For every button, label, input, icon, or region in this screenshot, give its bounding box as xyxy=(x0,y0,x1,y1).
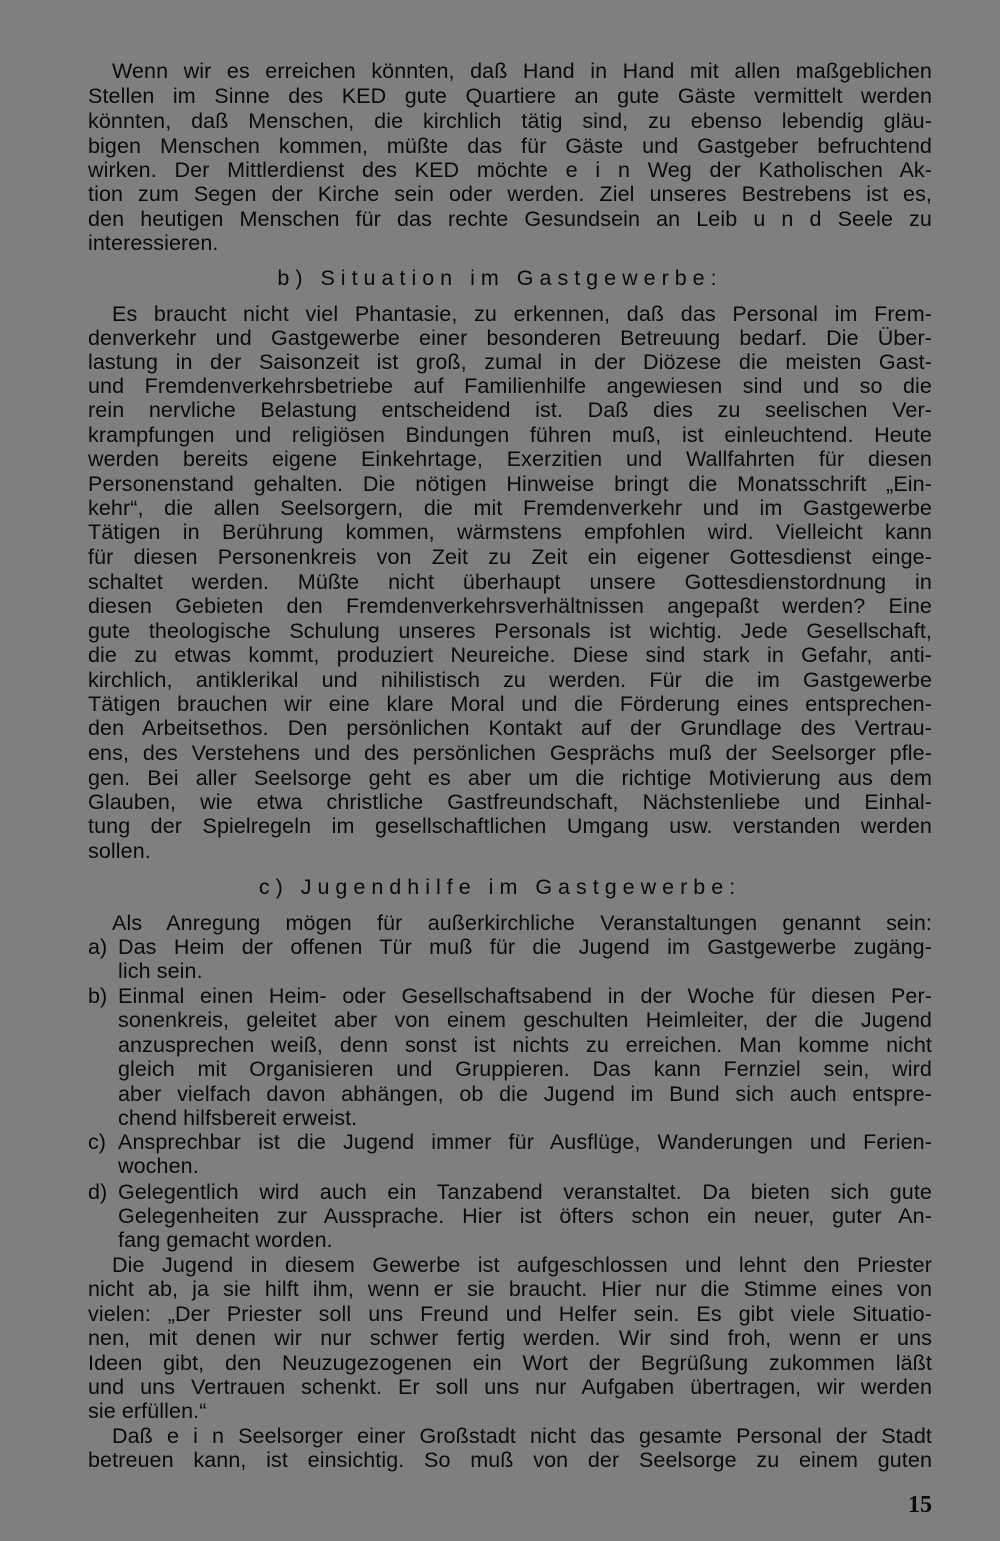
text-line: Daß e i n Seelsorger einer Großstadt nicht das gesamte Personal der Stadt xyxy=(112,1424,932,1448)
text-line: Das Heim der offenen Tür muß für die Jugend im Gastgewerbe zugäng- xyxy=(118,935,932,959)
text-line: fang gemacht worden. xyxy=(118,1228,333,1252)
text-line: vielen: „Der Priester soll uns Freund und Helfer sein. Es gibt viele Situatio- xyxy=(88,1302,932,1326)
text-line: Ansprechbar ist die Jugend immer für Ausflüge, Wanderungen und Ferien- xyxy=(118,1130,932,1154)
text-line: sonenkreis, geleitet aber von einem geschulten Heimleiter, der die Jugend xyxy=(118,1008,932,1032)
text-line: krampfungen und religiösen Bindungen führen muß, ist einleuchtend. Heute xyxy=(88,423,932,447)
text-line: gute theologische Schulung unseres Personals ist wichtig. Jede Gesellschaft, xyxy=(88,619,932,643)
text-line: und uns Vertrauen schenkt. Er soll uns nur Aufgaben übertragen, wir werden xyxy=(88,1375,932,1399)
text-line: für diesen Personenkreis von Zeit zu Zeit ein eigener Gottesdienst einge- xyxy=(88,545,932,569)
text-line: Gelegentlich wird auch ein Tanzabend veranstaltet. Da bieten sich gute xyxy=(118,1180,932,1204)
text-line: tion zum Segen der Kirche sein oder werden. Ziel unseres Bestrebens ist es, xyxy=(88,182,932,206)
page-number: 15 xyxy=(908,1492,932,1518)
text-line: gleich mit Organisieren und Gruppieren. Das kann Fernziel sein, wird xyxy=(118,1057,932,1081)
list-label: a) xyxy=(88,935,108,959)
list-label: d) xyxy=(88,1180,108,1204)
text-line: betreuen kann, ist einsichtig. So muß von der Seelsorge zu einem guten xyxy=(88,1448,932,1472)
text-line: interessieren. xyxy=(88,231,219,255)
text-line: Einmal einen Heim- oder Gesellschaftsabend in der Woche für diesen Per- xyxy=(118,984,932,1008)
text-line: aber vielfach davon abhängen, ob die Jugend im Bund sich auch entspre- xyxy=(118,1082,932,1106)
text-line: gen. Bei aller Seelsorge geht es aber um die richtige Motivierung aus dem xyxy=(88,766,932,790)
text-line: kirchlich, antiklerikal und nihilistisch zu werden. Für die im Gastgewerbe xyxy=(88,668,932,692)
section-heading-b: b) Situation im Gastgewerbe: xyxy=(277,266,723,290)
text-line: könnten, daß Menschen, die kirchlich tätig sind, zu ebenso lebendig gläu- xyxy=(88,109,932,133)
text-line: Personenstand gehalten. Die nötigen Hinweise bringt die Monatsschrift „Ein- xyxy=(88,472,932,496)
text-line: kehr“, die allen Seelsorgern, die mit Fremdenverkehr und im Gastgewerbe xyxy=(88,496,932,520)
text-line: Glauben, wie etwa christliche Gastfreundschaft, Nächstenliebe und Einhal- xyxy=(88,790,932,814)
text-line: diesen Gebieten den Fremdenverkehrsverhältnissen angepaßt werden? Eine xyxy=(88,594,932,618)
text-line: tung der Spielregeln im gesellschaftlichen Umgang usw. verstanden werden xyxy=(88,814,932,838)
text-line: anzusprechen weiß, denn sonst ist nichts zu erreichen. Man komme nicht xyxy=(118,1033,932,1057)
section-c-intro: Als Anregung mögen für außerkirchliche Veranstaltungen genannt sein: xyxy=(112,911,932,935)
text-line: denverkehr und Gastgewerbe einer besonderen Betreuung bedarf. Die Über- xyxy=(88,326,932,350)
text-line: lastung in der Saisonzeit ist groß, zumal in der Diözese die meisten Gast- xyxy=(88,350,932,374)
text-line: bigen Menschen kommen, müßte das für Gäste und Gastgeber befruchtend xyxy=(88,134,932,158)
text-line: nen, mit denen wir nur schwer fertig werden. Wir sind froh, wenn er uns xyxy=(88,1326,932,1350)
list-label: c) xyxy=(88,1130,106,1154)
text-line: sollen. xyxy=(88,839,151,863)
text-line: Es braucht nicht viel Phantasie, zu erkennen, daß das Personal im Frem- xyxy=(112,302,932,326)
text-line: schaltet werden. Müßte nicht überhaupt unsere Gottesdienstordnung in xyxy=(88,570,932,594)
text-line: Tätigen in Berührung kommen, wärmstens empfohlen wird. Vielleicht kann xyxy=(88,520,932,544)
text-line: ens, des Verstehens und des persönlichen Gesprächs muß der Seelsorger pfle- xyxy=(88,741,932,765)
text-line: werden bereits eigene Einkehrtage, Exerzitien und Wallfahrten für diesen xyxy=(88,447,932,471)
list-label: b) xyxy=(88,984,108,1008)
section-heading-c: c) Jugendhilfe im Gastgewerbe: xyxy=(258,875,742,899)
text-line: nicht ab, ja sie hilft ihm, wenn er sie braucht. Hier nur die Stimme eines von xyxy=(88,1277,932,1301)
text-line: den Arbeitsethos. Den persönlichen Kontakt auf der Grundlage des Vertrau- xyxy=(88,716,932,740)
text-line: Tätigen brauchen wir eine klare Moral und die Förderung eines entsprechen- xyxy=(88,692,932,716)
text-line: Wenn wir es erreichen könnten, daß Hand in Hand mit allen maßgeblichen xyxy=(112,59,932,83)
text-line: chend hilfsbereit erweist. xyxy=(118,1106,358,1130)
text-line: wirken. Der Mittlerdienst des KED möchte e i n Weg der Katholischen Ak- xyxy=(88,158,932,182)
text-line: Stellen im Sinne des KED gute Quartiere an gute Gäste vermittelt werden xyxy=(88,84,932,108)
text-line: Gelegenheiten zur Aussprache. Hier ist öfters schon ein neuer, guter An- xyxy=(118,1204,932,1228)
text-line: und Fremdenverkehrsbetriebe auf Familienhilfe angewiesen sind und so die xyxy=(88,374,932,398)
text-line: wochen. xyxy=(118,1154,199,1178)
text-line: Die Jugend in diesem Gewerbe ist aufgeschlossen und lehnt den Priester xyxy=(112,1253,932,1277)
text-line: sie erfüllen.“ xyxy=(88,1399,207,1423)
text-line: den heutigen Menschen für das rechte Gesundsein an Leib u n d Seele zu xyxy=(88,207,932,231)
text-line: die zu etwas kommt, produziert Neureiche. Diese sind stark in Gefahr, anti- xyxy=(88,643,932,667)
text-line: lich sein. xyxy=(118,959,203,983)
text-line: Ideen gibt, den Neuzugezogenen ein Wort der Begrüßung zukommen läßt xyxy=(88,1351,932,1375)
text-line: rein nervliche Belastung entscheidend ist. Daß dies zu seelischen Ver- xyxy=(88,398,932,422)
